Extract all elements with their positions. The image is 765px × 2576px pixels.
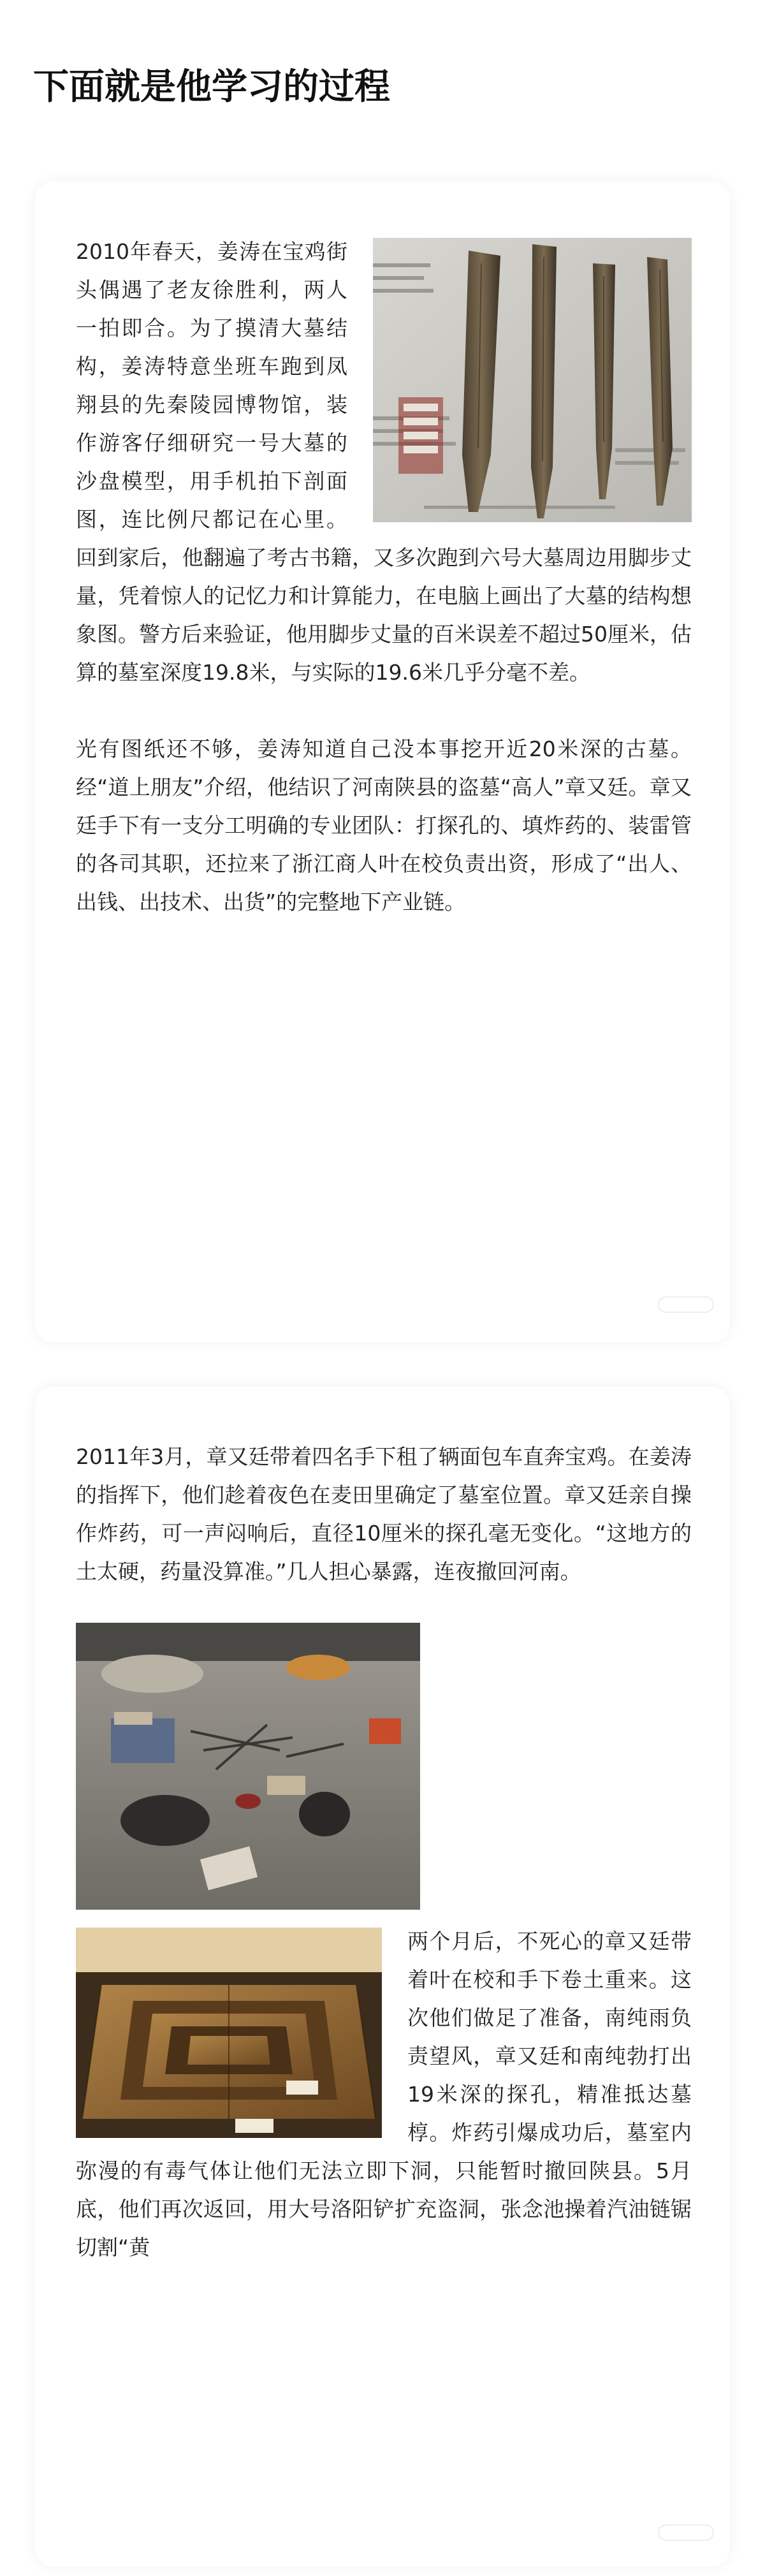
- watermark: [657, 1293, 715, 1319]
- watermark: [657, 2521, 715, 2547]
- paragraph: 2010年春天，姜涛在宝鸡街头偶遇了老友徐胜利，两人一拍即合。为了摸清大墓结构，姜涛特意坐班车跑到凤翔县的先秦陵园博物馆，装作游客仔细研究一号大墓的沙盘模型，用手机拍下剖面图，连比例尺都记在心里。回到家后，他翻遍了考古书籍，又多次跑到六号大墓周边用脚步丈量，凭着惊人的记忆力和计算能力，在电脑上画出了大墓的结构想象图。警方后来验证，他用脚步丈量的百米误差不超过50厘米，估算的墓室深度19.8米，与实际的19.6米几乎分毫不差。: [76, 239, 692, 685]
- paragraph: 两个月后，不死心的章又廷带着叶在校和手下卷土重来。这次他们做足了准备，南纯雨负责望风，章又廷和南纯勃打出19米深的探孔，精准抵达墓椁。炸药引爆成功后，墓室内弥漫的有毒气体让他们无法立即下洞，只能暂时撤回陕县。5月底，他们再次返回，用大号洛阳铲扩充盗洞，张念池操着汽油链锯切割“黄: [76, 1929, 692, 2260]
- tools-photo: [76, 1623, 420, 1910]
- tomb-model-photo: [76, 1928, 382, 2141]
- section-heading: 下面就是他学习的过程: [33, 66, 390, 108]
- paragraph: 光有图纸还不够，姜涛知道自己没本事挖开近20米深的古墓。经“道上朋友”介绍，他结识了河南陕县的盗墓“高人”章又廷。章又廷手下有一支分工明确的专业团队：打探孔的、填炸药的、装雷管的各司其职，还拉来了浙江商人叶在校负责出资，形成了“出人、出钱、出技术、出货”的完整地下产业链。: [76, 736, 692, 914]
- article-card-1: [35, 182, 730, 1342]
- paragraph: 2011年3月，章又廷带着四名手下租了辆面包车直奔宝鸡。在姜涛的指挥下，他们趁着夜色在麦田里确定了墓室位置。章又廷亲自操作炸药，可一声闷响后，直径10厘米的探孔毫无变化。“这地方的土太硬，药量没算准。”几人担心暴露，连夜撤回河南。: [76, 1444, 692, 1584]
- bronze-swords-photo: [373, 238, 692, 525]
- article-card-2: [35, 1387, 730, 2566]
